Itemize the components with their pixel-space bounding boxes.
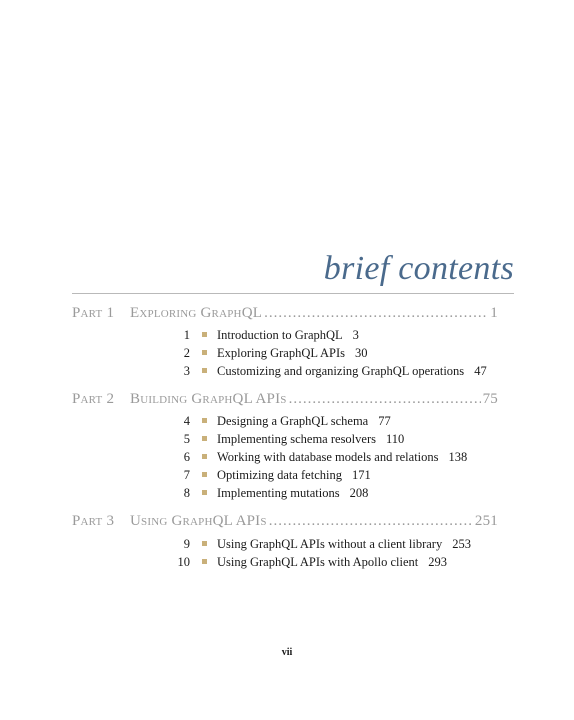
chapter-number: 3 <box>183 364 190 378</box>
chapter-entry[interactable] <box>150 468 467 486</box>
part-title: Building GraphQL APIs <box>130 391 287 407</box>
chapter-page: 171 <box>351 468 371 482</box>
bullet-square-icon <box>202 436 207 441</box>
chapter-number: 5 <box>183 432 190 446</box>
part-label: Part <box>72 391 103 407</box>
chapter-title: Exploring GraphQL APIs <box>217 346 345 360</box>
part-page: 75 <box>482 391 498 407</box>
part-number: 3 <box>106 513 115 529</box>
bullet-square-icon <box>202 472 207 477</box>
chapter-entry[interactable] <box>150 537 471 555</box>
chapter-title: Using GraphQL APIs without a client library <box>217 537 443 551</box>
bullet-square-icon <box>202 368 207 373</box>
page-title: brief contents <box>323 250 514 287</box>
chapter-number: 4 <box>183 414 190 428</box>
chapter-entry[interactable] <box>150 432 467 450</box>
chapter-list <box>150 328 487 382</box>
part-label: Part <box>72 513 103 529</box>
chapter-page: 208 <box>349 486 369 500</box>
bullet-square-icon <box>202 350 207 355</box>
dot-leader <box>264 305 488 322</box>
chapter-title: Implementing mutations <box>217 486 340 500</box>
chapter-page: 138 <box>448 450 468 464</box>
chapter-list <box>150 537 471 573</box>
part-heading[interactable] <box>72 305 498 325</box>
chapter-page: 293 <box>428 555 448 569</box>
part-heading[interactable] <box>72 391 498 411</box>
chapter-title: Working with database models and relations <box>217 450 439 464</box>
chapter-page: 77 <box>378 414 391 428</box>
chapter-page: 110 <box>385 432 405 446</box>
chapter-entry[interactable] <box>150 555 471 573</box>
chapter-entry[interactable] <box>150 450 467 468</box>
bullet-square-icon <box>202 418 207 423</box>
chapter-page: 47 <box>474 364 487 378</box>
bullet-square-icon <box>202 559 207 564</box>
chapter-title: Introduction to GraphQL <box>217 328 343 342</box>
part-label: Part <box>72 305 103 321</box>
chapter-page: 30 <box>355 346 368 360</box>
chapter-number: 8 <box>183 486 190 500</box>
bullet-square-icon <box>202 541 207 546</box>
part-number: 1 <box>106 305 115 321</box>
chapter-number: 6 <box>183 450 190 464</box>
chapter-title: Using GraphQL APIs with Apollo client <box>217 555 419 569</box>
part-heading[interactable] <box>72 513 498 533</box>
chapter-list <box>150 414 467 504</box>
part-title: Exploring GraphQL <box>130 305 263 321</box>
chapter-number: 1 <box>183 328 190 342</box>
page-number: vii <box>281 647 293 658</box>
part-page: 251 <box>474 513 498 529</box>
dot-leader <box>289 391 481 408</box>
chapter-title: Customizing and organizing GraphQL operations <box>217 364 465 378</box>
chapter-number: 7 <box>183 468 190 482</box>
part-page: 1 <box>490 305 498 321</box>
chapter-number: 2 <box>183 346 190 360</box>
chapter-entry[interactable] <box>150 414 467 432</box>
bullet-square-icon <box>202 454 207 459</box>
bullet-square-icon <box>202 490 207 495</box>
bullet-square-icon <box>202 332 207 337</box>
chapter-page: 253 <box>452 537 471 551</box>
chapter-entry[interactable] <box>150 486 467 504</box>
chapter-page: 3 <box>352 328 359 342</box>
chapter-number: 10 <box>177 555 190 569</box>
chapter-entry[interactable] <box>150 328 487 346</box>
chapter-entry[interactable] <box>150 346 487 364</box>
dot-leader <box>269 513 473 530</box>
chapter-title: Implementing schema resolvers <box>217 432 376 446</box>
title-divider <box>72 293 514 294</box>
chapter-title: Designing a GraphQL schema <box>217 414 369 428</box>
part-number: 2 <box>106 391 115 407</box>
chapter-entry[interactable] <box>150 364 487 382</box>
chapter-title: Optimizing data fetching <box>217 468 342 482</box>
part-title: Using GraphQL APIs <box>130 513 267 529</box>
chapter-number: 9 <box>183 537 190 551</box>
